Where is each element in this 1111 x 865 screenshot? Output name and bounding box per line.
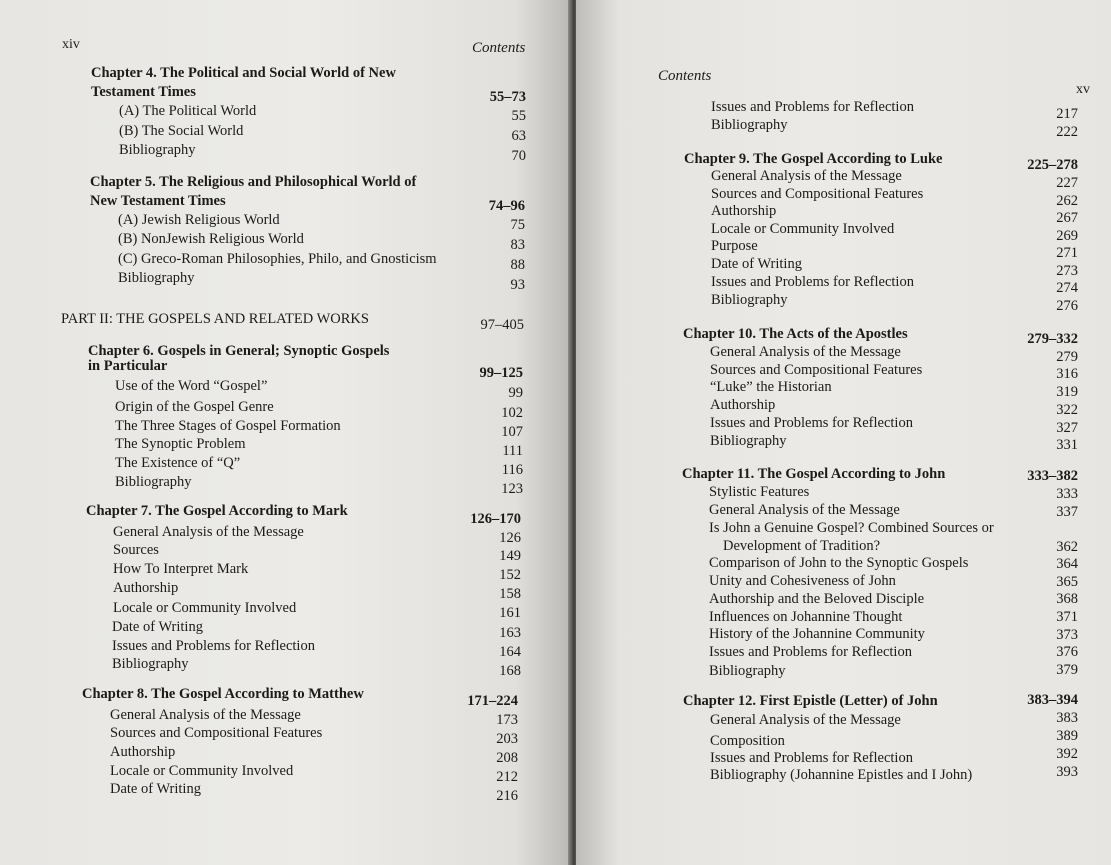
toc-page: 262 [1056,193,1078,209]
toc-entry: Date of Writing [112,619,203,635]
toc-page: 267 [1056,210,1078,226]
toc-page: 331 [1056,437,1078,453]
toc-entry: History of the Johannine Community [709,626,925,642]
toc-page: 276 [1056,298,1078,314]
toc-page: 163 [499,625,521,641]
toc-page: 322 [1056,402,1078,418]
toc-entry: Date of Writing [110,781,201,797]
toc-entry: The Three Stages of Gospel Formation [115,418,341,434]
toc-page: 88 [510,257,525,273]
toc-entry: General Analysis of the Message [110,707,301,723]
toc-page: 70 [511,148,526,164]
left-running-head: Contents [472,40,526,56]
toc-page: 212 [496,769,518,785]
toc-entry: Bibliography (Johannine Epistles and I John) [710,767,973,783]
toc-page: 63 [511,128,526,144]
chapter9-pages: 225–278 [1027,157,1078,173]
toc-entry: Authorship [113,580,179,596]
chapter5-pages: 74–96 [488,198,525,214]
toc-entry: Issues and Problems for Reflection [711,99,914,115]
left-page-number: xiv [62,37,80,52]
toc-page: 392 [1056,746,1078,762]
toc-entry: Unity and Cohesiveness of John [709,573,896,589]
toc-entry: Purpose [711,238,758,254]
toc-entry: Influences on Johannine Thought [709,609,903,625]
toc-entry: General Analysis of the Message [710,712,901,728]
chapter6-title-line2: in Particular [88,358,168,374]
toc-page: 273 [1056,263,1078,279]
toc-page: 271 [1056,245,1078,261]
toc-page: 373 [1056,627,1078,643]
toc-page: 269 [1056,228,1078,244]
chapter7-pages: 126–170 [470,511,521,527]
toc-page: 379 [1056,662,1078,678]
chapter6-title-line1: Chapter 6. Gospels in General; Synoptic Gospels [88,343,390,359]
toc-entry: Sources [113,542,159,558]
toc-page: 55 [511,108,526,124]
toc-entry: Locale or Community Involved [110,763,294,779]
toc-page: 222 [1056,124,1078,140]
toc-page: 376 [1056,644,1078,660]
toc-page: 227 [1056,175,1078,191]
toc-entry: Bibliography [118,270,195,286]
toc-entry: (A) The Political World [119,103,257,119]
toc-page: 333 [1056,486,1078,502]
toc-page: 83 [510,237,525,253]
toc-page: 364 [1056,556,1078,572]
chapter12-pages: 383–394 [1027,692,1078,708]
right-page-number: xv [1076,82,1090,97]
toc-entry: Sources and Compositional Features [110,725,323,741]
chapter5-title-line1: Chapter 5. The Religious and Philosophical World of [90,174,417,190]
toc-entry: Development of Tradition? [723,538,881,554]
toc-page: 365 [1056,574,1078,590]
toc-page: 102 [501,405,523,421]
toc-entry: Date of Writing [711,256,802,272]
toc-entry: Authorship [711,203,777,219]
toc-entry: Issues and Problems for Reflection [711,274,914,290]
toc-entry: Bibliography [112,656,189,672]
toc-entry: Bibliography [711,117,788,133]
toc-entry: (B) The Social World [119,123,244,139]
toc-entry: Authorship [710,397,776,413]
part2-title: PART II: THE GOSPELS AND RELATED WORKS [61,311,369,327]
toc-entry: Bibliography [711,292,788,308]
toc-page: 173 [496,712,518,728]
toc-entry: Locale or Community Involved [113,600,297,616]
toc-entry: Sources and Compositional Features [711,186,924,202]
toc-entry: (B) NonJewish Religious World [118,231,304,247]
toc-page: 152 [499,567,521,583]
toc-page: 327 [1056,420,1078,436]
toc-entry: Stylistic Features [709,484,810,500]
toc-entry: General Analysis of the Message [113,524,304,540]
toc-entry: The Synoptic Problem [115,436,246,452]
toc-entry: Bibliography [119,142,196,158]
toc-entry: Authorship and the Beloved Disciple [709,591,925,607]
chapter5-title-line2: New Testament Times [90,193,226,209]
toc-page: 111 [502,443,523,459]
chapter7-title: Chapter 7. The Gospel According to Mark [86,503,348,519]
chapter12-title: Chapter 12. First Epistle (Letter) of John [683,693,938,709]
toc-page: 161 [499,605,521,621]
chapter9-title: Chapter 9. The Gospel According to Luke [684,151,943,167]
toc-page: 149 [499,548,521,564]
toc-page: 316 [1056,366,1078,382]
toc-page: 389 [1056,728,1078,744]
chapter4-title-line2: Testament Times [91,84,196,100]
toc-entry: Is John a Genuine Gospel? Combined Sources or [709,520,994,536]
toc-page: 319 [1056,384,1078,400]
toc-page: 383 [1056,710,1078,726]
toc-page: 368 [1056,591,1078,607]
toc-entry: Issues and Problems for Reflection [710,750,913,766]
toc-page: 116 [501,462,523,478]
toc-page: 393 [1056,764,1078,780]
toc-page: 158 [499,586,521,602]
toc-page: 216 [496,788,518,804]
toc-entry: General Analysis of the Message [711,168,902,184]
toc-page: 75 [510,217,525,233]
toc-page: 279 [1056,349,1078,365]
chapter8-pages: 171–224 [467,693,518,709]
chapter11-title: Chapter 11. The Gospel According to John [682,466,946,482]
toc-entry: The Existence of “Q” [115,455,241,471]
toc-entry: Issues and Problems for Reflection [710,415,913,431]
toc-page: 164 [499,644,521,660]
part2-pages: 97–405 [480,317,524,333]
toc-entry: How To Interpret Mark [113,561,249,577]
chapter8-title: Chapter 8. The Gospel According to Matthew [82,686,364,702]
chapter10-pages: 279–332 [1027,331,1078,347]
right-running-head: Contents [658,68,712,84]
toc-entry: (A) Jewish Religious World [118,212,280,228]
toc-entry: Comparison of John to the Synoptic Gospels [709,555,969,571]
toc-entry: Locale or Community Involved [711,221,895,237]
toc-entry: Use of the Word “Gospel” [115,378,268,394]
toc-entry: Authorship [110,744,176,760]
toc-entry: “Luke” the Historian [710,379,832,395]
toc-entry: Origin of the Gospel Genre [115,399,274,415]
toc-page: 99 [508,385,523,401]
chapter11-pages: 333–382 [1027,468,1078,484]
toc-entry: Bibliography [710,433,787,449]
toc-entry: Bibliography [709,663,786,679]
toc-page: 126 [499,530,521,546]
toc-page: 371 [1056,609,1078,625]
toc-page: 274 [1056,280,1078,296]
toc-entry: Sources and Compositional Features [710,362,923,378]
chapter4-pages: 55–73 [489,89,526,105]
toc-entry: Bibliography [115,474,192,490]
right-page [576,0,1111,865]
toc-page: 93 [510,277,525,293]
toc-entry: General Analysis of the Message [709,502,900,518]
toc-entry: Composition [710,733,785,749]
toc-page: 168 [499,663,521,679]
toc-entry: (C) Greco-Roman Philosophies, Philo, and Gnosticism [118,251,437,267]
chapter6-pages: 99–125 [479,365,523,381]
toc-page: 203 [496,731,518,747]
toc-page: 362 [1056,539,1078,555]
toc-page: 208 [496,750,518,766]
toc-entry: General Analysis of the Message [710,344,901,360]
chapter4-title-line1: Chapter 4. The Political and Social World of New [91,65,396,81]
toc-page: 217 [1056,106,1078,122]
toc-page: 337 [1056,504,1078,520]
toc-entry: Issues and Problems for Reflection [112,638,315,654]
chapter10-title: Chapter 10. The Acts of the Apostles [683,326,908,342]
toc-page: 107 [501,424,523,440]
toc-page: 123 [501,481,523,497]
toc-entry: Issues and Problems for Reflection [709,644,912,660]
